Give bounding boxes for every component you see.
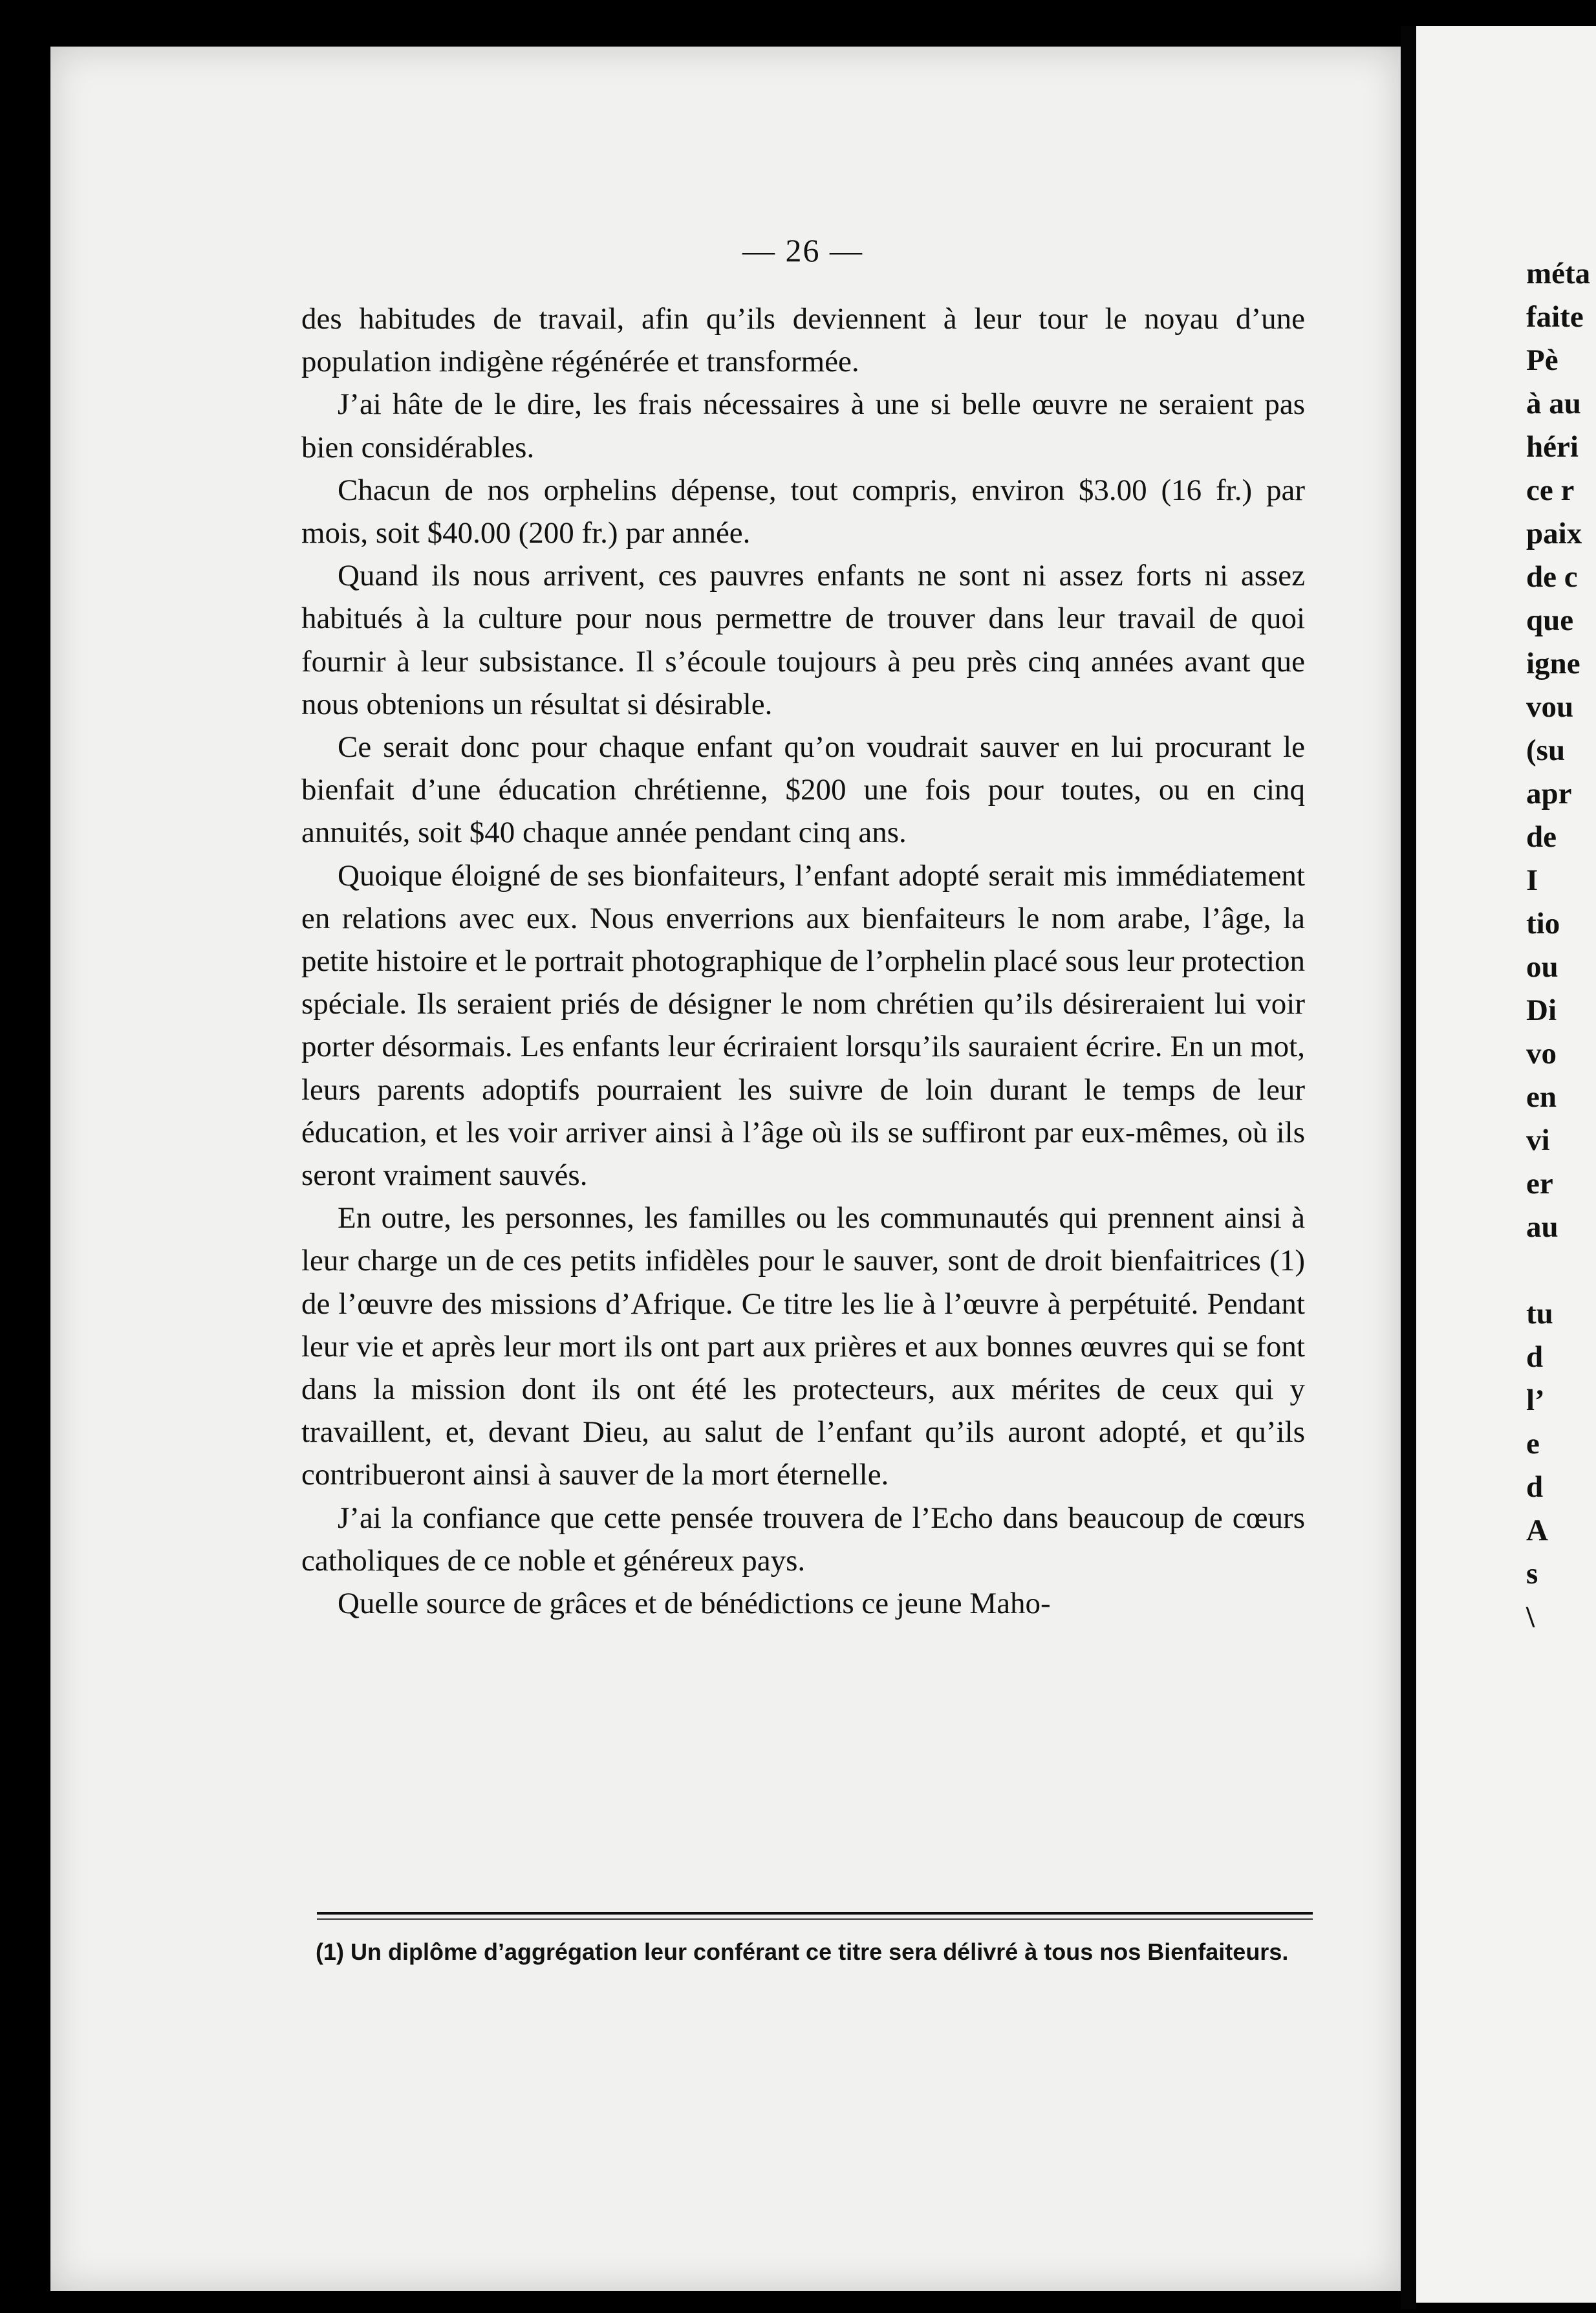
- paragraph: En outre, les personnes, les familles ou les communautés qui prennent ainsi à leur charge un de ces petits infidèles pour le sauver, sont de droit bienfaitrices (1) de l’œuvre des missions d’Afrique. Ce titre les lie à l’œuvre à perpétuité. Pendant leur vie et après leur mort ils ont part aux prières et aux bonnes œuvres qui se font dans la mission dont ils ont été les protecteurs, aux mérites de ceux qui y travaillent, et, devant Dieu, au salut de l’enfant qu’ils auront adopté, et qu’ils contribueront ainsi à sauver de la mort éternelle.: [301, 1201, 1305, 1492]
- fragment: apr: [1526, 777, 1572, 810]
- page-number: — 26 —: [742, 232, 863, 268]
- fragment: A: [1526, 1514, 1548, 1547]
- fragment: ou: [1526, 950, 1558, 984]
- fragment: [1526, 1249, 1596, 1292]
- fragment: ce r: [1526, 473, 1575, 507]
- paragraph: Quelle source de grâces et de bénédictions ce jeune Maho-: [338, 1587, 1051, 1621]
- paragraph: J’ai hâte de le dire, les frais nécessaires à une si belle œuvre ne seraient pas bien considérables.: [301, 387, 1305, 464]
- fragment: d: [1526, 1340, 1544, 1374]
- right-page-fragments: [1526, 252, 1596, 1639]
- fragment: (su: [1526, 733, 1566, 767]
- footnote: (1) Un diplôme d’aggrégation leur conférant ce titre sera délivré à tous nos Bienfaiteurs.: [316, 1938, 1289, 1965]
- fragment: \: [1526, 1600, 1535, 1634]
- fragment: vo: [1526, 1037, 1557, 1070]
- fragment: vi: [1526, 1124, 1550, 1157]
- fragment: de c: [1526, 560, 1578, 594]
- fragment: à au: [1526, 387, 1581, 420]
- fragment: e: [1526, 1427, 1540, 1461]
- fragment: igne: [1526, 647, 1580, 680]
- fragment: paix: [1526, 517, 1582, 550]
- footnote-rule-secondary: [317, 1918, 1313, 1920]
- paragraph: Chacun de nos orphelins dépense, tout compris, environ $3.00 (16 fr.) par mois, soit $40.00 (200 fr.) par année.: [301, 473, 1305, 550]
- fragment: vou: [1526, 690, 1574, 724]
- fragment: au: [1526, 1210, 1558, 1244]
- fragment: d: [1526, 1470, 1544, 1504]
- paragraph: des habitudes de travail, afin qu’ils deviennent à leur tour le noyau d’une population indigène régénérée et transformée.: [301, 302, 1305, 379]
- book-gutter: [1401, 26, 1416, 2309]
- fragment: tio: [1526, 907, 1560, 940]
- paragraph: Ce serait donc pour chaque enfant qu’on voudrait sauver en lui procurant le bienfait d’une éducation chrétienne, $200 une fois pour toutes, ou en cinq annuités, soit $40 chaque année pendant cinq ans.: [301, 730, 1305, 850]
- fragment: Pè: [1526, 343, 1558, 377]
- footnote-rule: [317, 1912, 1313, 1915]
- fragment: faite: [1526, 300, 1584, 334]
- fragment: l’: [1526, 1384, 1545, 1417]
- fragment: I: [1526, 863, 1538, 897]
- fragment: de: [1526, 820, 1557, 854]
- paragraph: J’ai la confiance que cette pensée trouvera de l’Echo dans beaucoup de cœurs catholiques de ce noble et généreux pays.: [301, 1501, 1305, 1578]
- fragment: en: [1526, 1080, 1557, 1114]
- fragment: tu: [1526, 1297, 1553, 1330]
- paragraph: Quand ils nous arrivent, ces pauvres enfants ne sont ni assez forts ni assez habitués à la culture pour nous permettre de trouver dans leur travail de quoi fournir à leur subsistance. Il s’écoule toujours à peu près cinq années avant que nous obtenions un résultat si désirable.: [301, 559, 1305, 721]
- fragment: méta: [1526, 257, 1591, 290]
- fragment: héri: [1526, 430, 1579, 464]
- fragment: que: [1526, 603, 1574, 637]
- body-text: [301, 298, 1305, 1625]
- fragment: s: [1526, 1557, 1538, 1591]
- paragraph: Quoique éloigné de ses bionfaiteurs, l’enfant adopté serait mis immédiatement en relations avec eux. Nous enverrions aux bienfaiteurs le nom arabe, l’âge, la petite histoire et le portrait photographique de l’orphelin placé sous leur protection spéciale. Ils seraient priés de désigner le nom chrétien qu’ils désireraient lui voir porter désormais. Les enfants leur écriraient lorsqu’ils sauraient écrire. En un mot, leurs parents adoptifs pourraient les suivre de loin durant le temps de leur éducation, et les voir arriver ainsi à l’âge où ils se suffiront par eux-mêmes, où ils seront vraiment sauvés.: [301, 858, 1305, 1193]
- fragment: er: [1526, 1167, 1553, 1200]
- fragment: Di: [1526, 994, 1557, 1027]
